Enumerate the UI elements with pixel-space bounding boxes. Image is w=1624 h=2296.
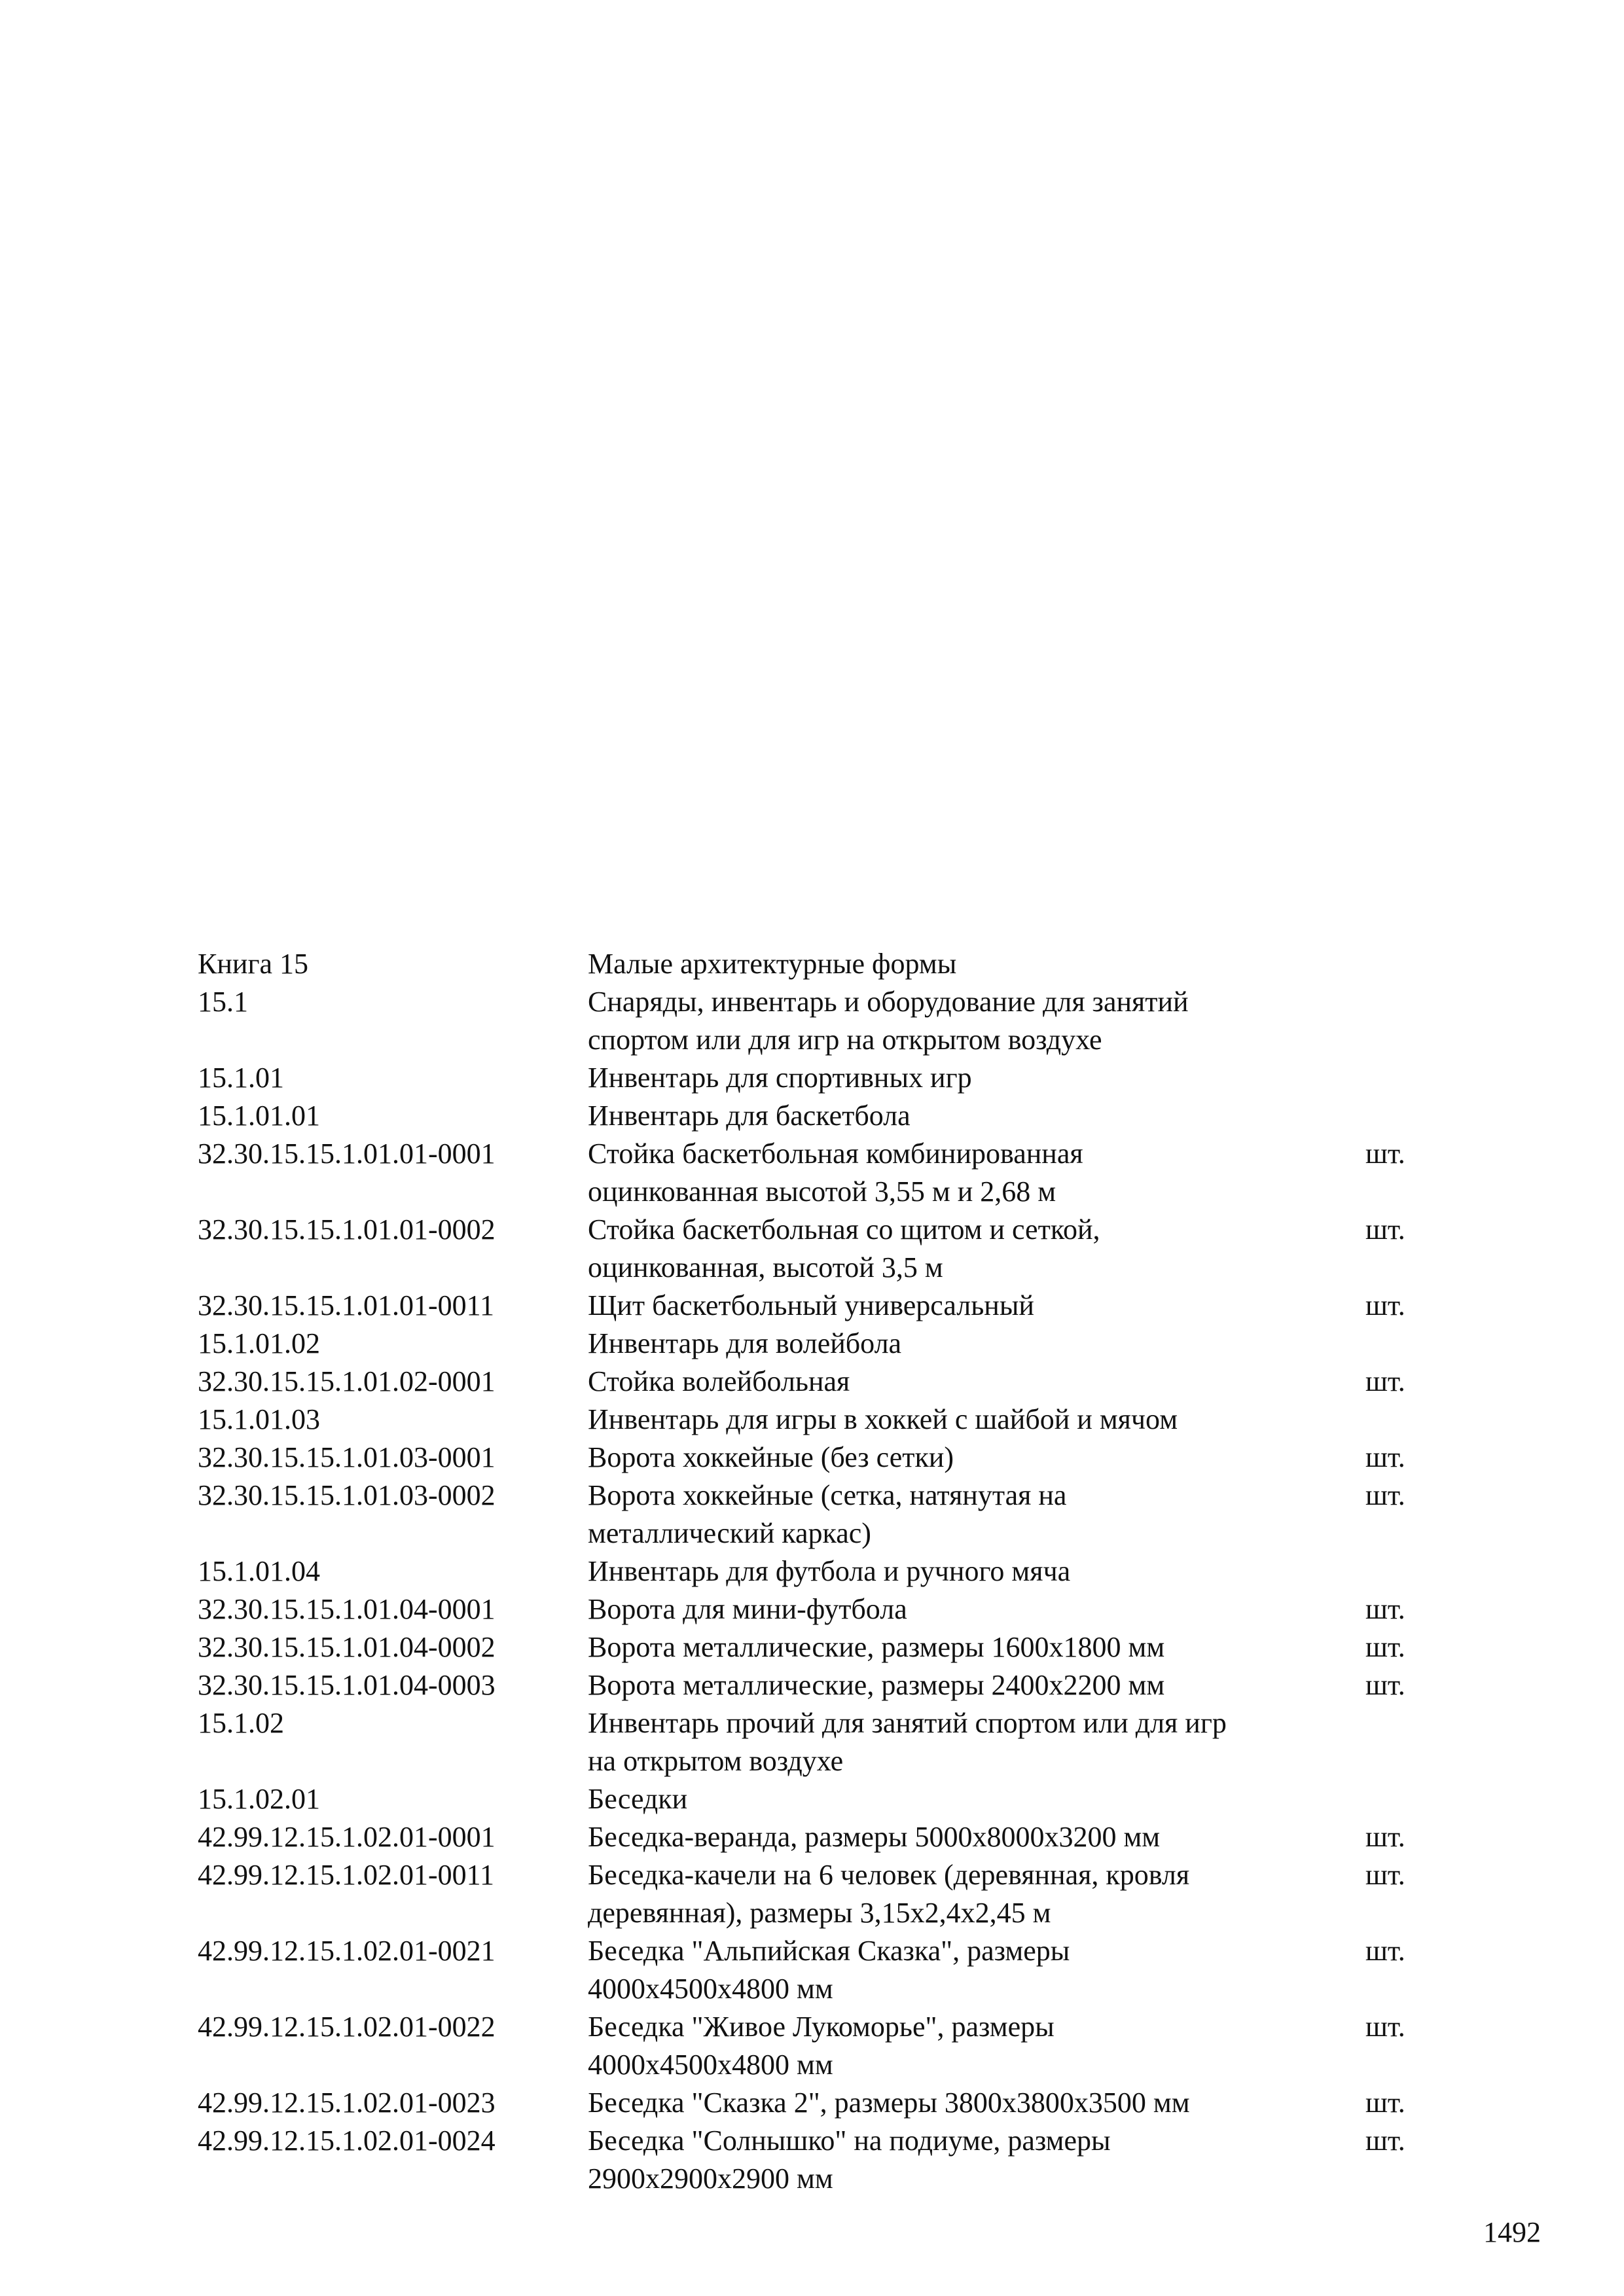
- catalog-row: [198, 1552, 1441, 1590]
- catalog-row: [198, 1059, 1441, 1097]
- item-code: 42.99.12.15.1.02.01-0022: [198, 2011, 496, 2043]
- item-name-line: металлический каркас): [588, 1517, 871, 1549]
- item-name-line: Снаряды, инвентарь и оборудование для занятий: [588, 986, 1189, 1018]
- item-name-line: оцинкованная, высотой 3,5 м: [588, 1251, 943, 1283]
- catalog-row: [198, 1704, 1441, 1780]
- item-unit: шт.: [1365, 1821, 1405, 1853]
- item-unit: шт.: [1365, 2011, 1405, 2043]
- item-code: 42.99.12.15.1.02.01-0021: [198, 1935, 496, 1967]
- catalog-row: [198, 1097, 1441, 1135]
- item-unit: шт.: [1365, 1365, 1405, 1397]
- item-name: [588, 1211, 1365, 1287]
- item-name: [588, 1097, 1365, 1135]
- item-code: 15.1.01.03: [198, 1403, 320, 1435]
- item-name: [588, 1363, 1365, 1401]
- item-name-line: Беседка "Солнышко" на подиуме, размеры: [588, 2125, 1111, 2157]
- item-unit: шт.: [1365, 2087, 1405, 2119]
- item-name-line: Инвентарь прочий для занятий спортом или для игр: [588, 1707, 1227, 1739]
- catalog-row: [198, 1363, 1441, 1401]
- catalog-row: [198, 1628, 1441, 1666]
- item-code: 32.30.15.15.1.01.03-0002: [198, 1479, 496, 1511]
- item-unit: шт.: [1365, 1935, 1405, 1967]
- catalog-row: [198, 1287, 1441, 1325]
- catalog-row: [198, 2008, 1441, 2084]
- item-name: [588, 1287, 1365, 1325]
- item-code: 32.30.15.15.1.01.04-0003: [198, 1669, 496, 1701]
- item-code: 15.1.02: [198, 1707, 284, 1739]
- item-unit: шт.: [1365, 1138, 1405, 1170]
- item-name: [588, 1059, 1365, 1097]
- item-name: [588, 1932, 1365, 2008]
- item-unit: шт.: [1365, 2125, 1405, 2157]
- item-name-line: 4000x4500x4800 мм: [588, 1973, 833, 2005]
- item-name-line: Ворота металлические, размеры 2400x2200 мм: [588, 1669, 1165, 1701]
- item-unit: шт.: [1365, 1441, 1405, 1473]
- item-name: [588, 2008, 1365, 2084]
- item-code: 32.30.15.15.1.01.03-0001: [198, 1441, 496, 1473]
- item-name: [588, 1590, 1365, 1628]
- catalog-row: [198, 2122, 1441, 2198]
- item-name: [588, 1325, 1365, 1363]
- item-unit: шт.: [1365, 1669, 1405, 1701]
- item-code: 32.30.15.15.1.01.02-0001: [198, 1365, 496, 1397]
- item-unit: шт.: [1365, 1213, 1405, 1246]
- item-name: [588, 1666, 1365, 1704]
- item-name-line: Беседка "Альпийская Сказка", размеры: [588, 1935, 1070, 1967]
- catalog-row: [198, 983, 1441, 1059]
- item-code: 42.99.12.15.1.02.01-0024: [198, 2125, 496, 2157]
- item-name-line: Инвентарь для спортивных игр: [588, 1062, 972, 1094]
- item-name: [588, 2084, 1365, 2122]
- catalog-row: [198, 1439, 1441, 1477]
- item-name-line: на открытом воздухе: [588, 1745, 844, 1777]
- item-code: 42.99.12.15.1.02.01-0001: [198, 1821, 496, 1853]
- item-name: [588, 1552, 1365, 1590]
- item-name-line: Ворота для мини-футбола: [588, 1593, 907, 1625]
- item-name-line: Стойка баскетбольная комбинированная: [588, 1138, 1083, 1170]
- catalog-row: [198, 1666, 1441, 1704]
- item-code: 15.1.01.01: [198, 1100, 320, 1132]
- item-name-line: Беседка "Живое Лукоморье", размеры: [588, 2011, 1055, 2043]
- catalog-row: [198, 1135, 1441, 1211]
- catalog-row: [198, 2084, 1441, 2122]
- item-code: 42.99.12.15.1.02.01-0023: [198, 2087, 496, 2119]
- item-name-line: спортом или для игр на открытом воздухе: [588, 1024, 1102, 1056]
- item-code: 15.1.01: [198, 1062, 284, 1094]
- item-name-line: Щит баскетбольный универсальный: [588, 1289, 1034, 1321]
- item-name-line: Ворота хоккейные (сетка, натянутая на: [588, 1479, 1067, 1511]
- page-number: 1492: [1483, 2216, 1541, 2248]
- item-name-line: оцинкованная высотой 3,55 м и 2,68 м: [588, 1175, 1056, 1208]
- item-name: [588, 945, 1365, 983]
- item-name-line: Беседка-веранда, размеры 5000x8000x3200 мм: [588, 1821, 1161, 1853]
- item-name: [588, 1704, 1365, 1780]
- item-code: Книга 15: [198, 948, 309, 980]
- item-name-line: Беседка-качели на 6 человек (деревянная, кровля: [588, 1859, 1190, 1891]
- catalog-row: [198, 1477, 1441, 1552]
- item-name-line: 2900x2900x2900 мм: [588, 2162, 833, 2195]
- item-name: [588, 1477, 1365, 1552]
- item-name-line: Инвентарь для баскетбола: [588, 1100, 911, 1132]
- item-name-line: Инвентарь для волейбола: [588, 1327, 902, 1359]
- item-code: 32.30.15.15.1.01.01-0002: [198, 1213, 496, 1246]
- item-unit: шт.: [1365, 1479, 1405, 1511]
- item-code: 15.1.02.01: [198, 1783, 320, 1815]
- item-name-line: Ворота хоккейные (без сетки): [588, 1441, 954, 1473]
- item-code: 32.30.15.15.1.01.04-0001: [198, 1593, 496, 1625]
- catalog-row: [198, 1932, 1441, 2008]
- item-code: 32.30.15.15.1.01.01-0011: [198, 1289, 495, 1321]
- item-name: [588, 1780, 1365, 1818]
- catalog-row: [198, 1211, 1441, 1287]
- catalog-row: [198, 1780, 1441, 1818]
- catalog-row: [198, 1590, 1441, 1628]
- item-code: 15.1.01.04: [198, 1555, 320, 1587]
- catalog-list: [198, 945, 1441, 2198]
- item-name: [588, 1628, 1365, 1666]
- item-name-line: Малые архитектурные формы: [588, 948, 957, 980]
- catalog-row: [198, 1818, 1441, 1856]
- item-code: 32.30.15.15.1.01.04-0002: [198, 1631, 496, 1663]
- item-name-line: Беседки: [588, 1783, 688, 1815]
- item-unit: шт.: [1365, 1289, 1405, 1321]
- item-name: [588, 983, 1365, 1059]
- item-name-line: Инвентарь для игры в хоккей с шайбой и мячом: [588, 1403, 1178, 1435]
- item-name: [588, 2122, 1365, 2198]
- item-name-line: Инвентарь для футбола и ручного мяча: [588, 1555, 1071, 1587]
- catalog-row: [198, 1325, 1441, 1363]
- item-name-line: 4000x4500x4800 мм: [588, 2049, 833, 2081]
- catalog-row: [198, 1856, 1441, 1932]
- item-name-line: Стойка волейбольная: [588, 1365, 850, 1397]
- item-unit: шт.: [1365, 1631, 1405, 1663]
- item-name-line: деревянная), размеры 3,15x2,4x2,45 м: [588, 1897, 1051, 1929]
- item-name: [588, 1401, 1365, 1439]
- item-name: [588, 1135, 1365, 1211]
- item-name: [588, 1818, 1365, 1856]
- item-name-line: Стойка баскетбольная со щитом и сеткой,: [588, 1213, 1100, 1246]
- item-name-line: Ворота металлические, размеры 1600x1800 мм: [588, 1631, 1165, 1663]
- item-name-line: Беседка "Сказка 2", размеры 3800x3800x3500 мм: [588, 2087, 1190, 2119]
- item-name: [588, 1439, 1365, 1477]
- catalog-row: [198, 945, 1441, 983]
- item-name: [588, 1856, 1365, 1932]
- item-code: 32.30.15.15.1.01.01-0001: [198, 1138, 496, 1170]
- item-code: 15.1: [198, 986, 248, 1018]
- item-code: 42.99.12.15.1.02.01-0011: [198, 1859, 495, 1891]
- item-code: 15.1.01.02: [198, 1327, 320, 1359]
- catalog-row: [198, 1401, 1441, 1439]
- item-unit: шт.: [1365, 1593, 1405, 1625]
- item-unit: шт.: [1365, 1859, 1405, 1891]
